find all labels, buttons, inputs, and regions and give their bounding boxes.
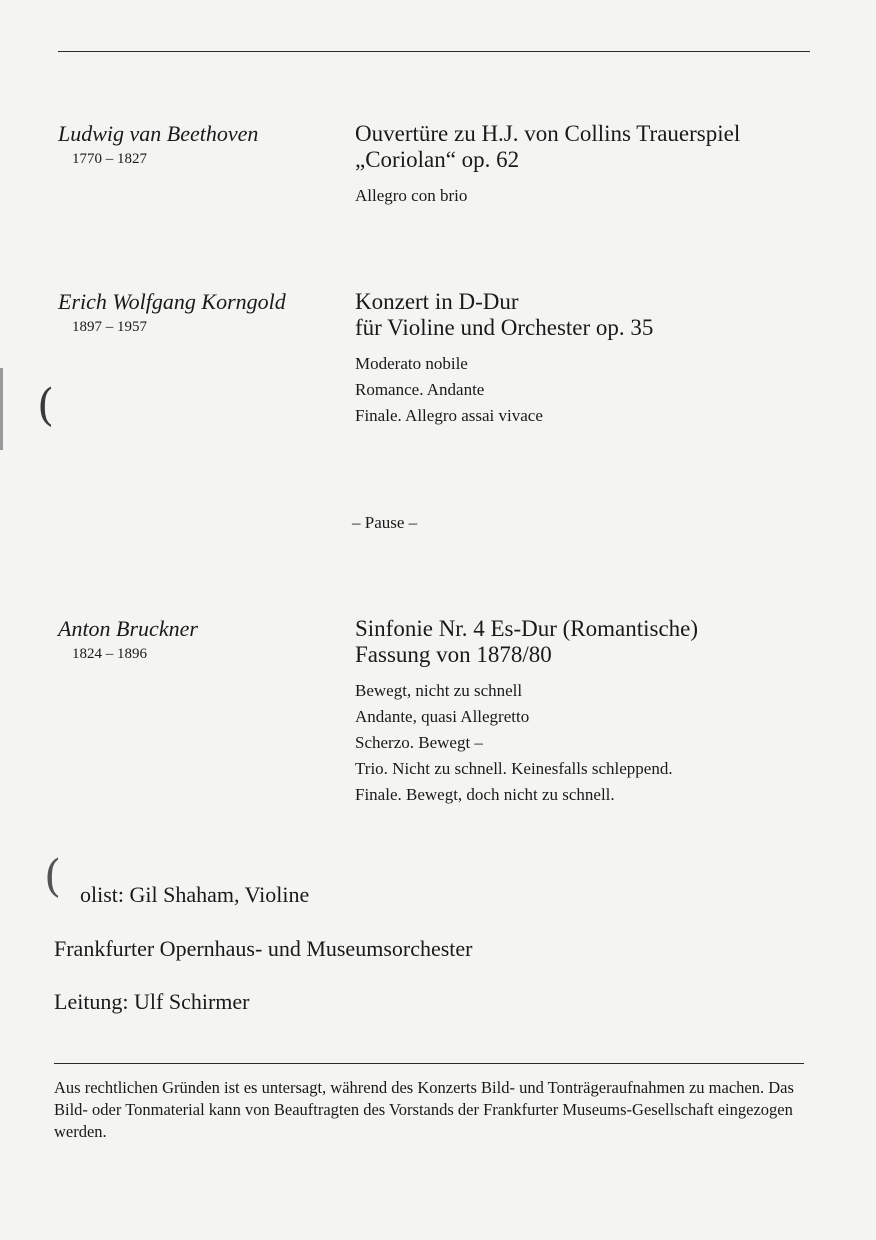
movement: Allegro con brio bbox=[355, 186, 468, 205]
movement: Moderato nobile bbox=[355, 354, 468, 373]
intermission-label: – Pause – bbox=[352, 513, 418, 532]
composer-block bbox=[58, 289, 348, 337]
work-title-line: Fassung von 1878/80 bbox=[355, 642, 552, 667]
orchestra-credit: Frankfurter Opernhaus- und Museumsorchester bbox=[54, 936, 473, 961]
movement: Scherzo. Bewegt – bbox=[355, 733, 483, 752]
punch-mark: ( bbox=[37, 380, 55, 431]
movement-list bbox=[355, 351, 820, 429]
composer-name: Anton Bruckner bbox=[58, 616, 198, 641]
movement: Finale. Allegro assai vivace bbox=[355, 406, 543, 425]
work-block bbox=[355, 289, 820, 429]
recording-notice: Aus rechtlichen Gründen ist es untersagt, während des Konzerts Bild- und Tonträgeraufnahmen zu machen. Das Bild- oder Tonmaterial kann von Beauftragten des Vorstands der Frankfurter Museums-Gesellschaft eingezogen werden. bbox=[54, 1078, 794, 1141]
composer-name: Erich Wolfgang Korngold bbox=[58, 289, 286, 314]
conductor-credit: Leitung: Ulf Schirmer bbox=[54, 989, 250, 1014]
bottom-rule bbox=[54, 1063, 804, 1064]
work-title-line: Konzert in D-Dur bbox=[355, 289, 519, 314]
work-title-line: „Coriolan“ op. 62 bbox=[355, 147, 520, 172]
paper-edge-mark bbox=[0, 368, 3, 450]
soloist-credit: olist: Gil Shaham, Violine bbox=[80, 882, 310, 907]
composer-block bbox=[58, 616, 348, 664]
work-block bbox=[355, 616, 820, 808]
composer-dates: 1770 – 1827 bbox=[72, 151, 147, 167]
work-block bbox=[355, 121, 820, 209]
movement: Romance. Andante bbox=[355, 380, 485, 399]
work-title-line: für Violine und Orchester op. 35 bbox=[355, 315, 654, 340]
work-title-line: Sinfonie Nr. 4 Es-Dur (Romantische) bbox=[355, 616, 699, 641]
movement: Finale. Bewegt, doch nicht zu schnell. bbox=[355, 785, 615, 804]
composer-name: Ludwig van Beethoven bbox=[58, 121, 259, 146]
movement-list bbox=[355, 678, 820, 808]
composer-block bbox=[58, 121, 348, 169]
movement: Andante, quasi Allegretto bbox=[355, 707, 530, 726]
composer-dates: 1824 – 1896 bbox=[72, 646, 147, 662]
work-title-line: Ouvertüre zu H.J. von Collins Trauerspiel bbox=[355, 121, 741, 146]
punch-mark: ( bbox=[44, 851, 62, 902]
movement-list bbox=[355, 183, 820, 209]
top-rule bbox=[58, 51, 810, 52]
movement: Bewegt, nicht zu schnell bbox=[355, 681, 523, 700]
movement: Trio. Nicht zu schnell. Keinesfalls schleppend. bbox=[355, 759, 673, 778]
composer-dates: 1897 – 1957 bbox=[72, 319, 147, 335]
